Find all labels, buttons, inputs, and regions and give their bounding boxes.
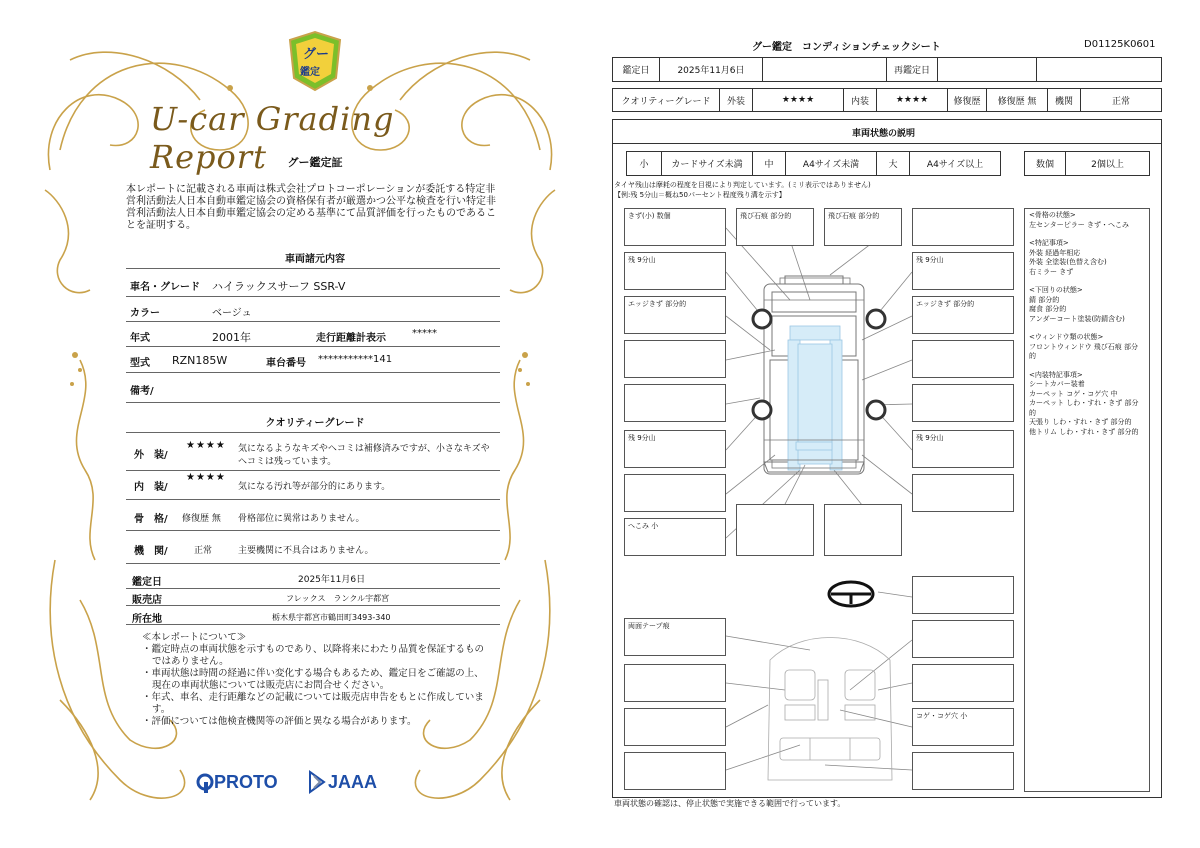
appraisal-date-label: 鑑定日 xyxy=(612,57,660,82)
model-value: RZN185W xyxy=(172,354,228,367)
legend-medium: 中 xyxy=(752,151,786,176)
defect-box xyxy=(912,208,1014,246)
defect-box: 飛び石痕 部分的 xyxy=(736,208,814,246)
reappraisal-date-label: 再鑑定日 xyxy=(886,57,938,82)
note-group xyxy=(1029,286,1145,324)
car-name-value: ハイラックスサーフ SSR-V xyxy=(212,280,346,293)
note-line: 右ミラー きず xyxy=(1029,267,1074,276)
frame-comment: 骨格部位に異常はありません。 xyxy=(238,514,365,524)
chassis-label: 車台番号 xyxy=(266,358,306,369)
section-title: 車両状態の説明 xyxy=(852,129,916,139)
note-group xyxy=(1029,333,1145,362)
spec-divider xyxy=(126,402,500,403)
report-notes xyxy=(142,632,492,728)
quality-divider xyxy=(126,499,500,500)
note-line: 外装 経過年相応 xyxy=(1029,248,1081,257)
defect-box xyxy=(624,708,726,746)
note-group-title: <ウィンドウ類の状態> xyxy=(1029,333,1104,341)
spec-divider xyxy=(126,372,500,373)
interior-stars: ★★★★ xyxy=(876,88,948,112)
defect-box xyxy=(624,340,726,378)
defect-box: きず(小) 数個 xyxy=(624,208,726,246)
engine-value: 正常 xyxy=(1080,88,1162,112)
interior-comment: 気になる汚れ等が部分的にあります。 xyxy=(238,482,391,492)
tire-note: タイヤ残山は摩耗の程度を目視により判定しています。(ミリ表示ではありません) xyxy=(614,181,871,189)
quality-divider xyxy=(126,432,500,433)
year-label: 年式 xyxy=(130,333,150,344)
badge-top-label: グー xyxy=(303,47,330,62)
note-item: ・年式、車名、走行距離などの記載については販売店申告をもとに作成しています。 xyxy=(142,692,484,715)
defect-box xyxy=(624,474,726,512)
shop-value: フレックス ランクル宇都宮 xyxy=(286,594,390,603)
note-line: フロントウィンドウ 飛び石痕 部分的 xyxy=(1029,342,1139,360)
spec-divider xyxy=(126,346,500,347)
note-line: アンダーコート塗装(防錆含む) xyxy=(1029,314,1125,323)
appraisal-divider xyxy=(126,588,500,589)
exterior-stars: ★★★★ xyxy=(186,440,226,451)
remarks-label: 備考/ xyxy=(130,386,154,397)
quality-divider xyxy=(126,470,500,471)
appraisal-date-value: 2025年11月6日 xyxy=(659,57,763,82)
defect-box: 残 9分山 xyxy=(912,252,1014,290)
defect-box xyxy=(624,384,726,422)
glass-areas xyxy=(788,326,842,470)
defect-box: コゲ・コゲ穴 小 xyxy=(912,708,1014,746)
color-value: ベージュ xyxy=(212,308,252,319)
defect-box xyxy=(624,752,726,790)
defect-box: 残 9分山 xyxy=(912,430,1014,468)
appraisal-date-value: 2025年11月6日 xyxy=(298,575,366,585)
engine-value: 正常 xyxy=(194,546,213,556)
note-item: ・鑑定時点の車両状態を示すものであり、以降将来にわたり品質を保証するものではありません。 xyxy=(142,644,485,667)
defect-box: エッジきず 部分的 xyxy=(624,296,726,334)
sheet-id: D01125K0601 xyxy=(1084,39,1156,50)
address-label: 所在地 xyxy=(132,614,162,625)
shop-label: 販売店 xyxy=(132,595,162,606)
note-group xyxy=(1029,371,1145,438)
mileage-value: ***** xyxy=(412,328,437,339)
jaaa-logo-icon xyxy=(308,770,326,794)
defect-box: 飛び石痕 部分的 xyxy=(824,208,902,246)
note-line: シートカバー装着 xyxy=(1029,380,1085,388)
frame-value: 修復歴 無 xyxy=(182,514,221,524)
proto-logo-icon xyxy=(196,772,214,794)
legend-small: 小 xyxy=(626,151,662,176)
note-group-title: <内装特記事項> xyxy=(1029,370,1083,379)
interior-diagram xyxy=(768,638,892,781)
exterior-label: 外装 xyxy=(719,88,753,112)
interior-label: 内装 xyxy=(843,88,877,112)
repair-history-label: 修復歴 xyxy=(947,88,987,112)
defect-box: 残 9分山 xyxy=(624,430,726,468)
legend-count: 数個 xyxy=(1024,151,1066,176)
spec-divider xyxy=(126,268,500,269)
appraisal-divider xyxy=(126,624,500,625)
quality-grade-title: クオリティーグレード xyxy=(265,418,365,429)
note-group-title: <下回りの状態> xyxy=(1029,286,1083,294)
color-label: カラー xyxy=(130,308,160,319)
legend-count-desc: 2個以上 xyxy=(1065,151,1150,176)
legend-large: 大 xyxy=(876,151,910,176)
condition-notes xyxy=(1024,208,1150,792)
defect-box: 両面テープ痕 xyxy=(624,618,726,656)
tire-note-example: 【例:残 5分山＝概ね50パーセント程度残り溝を示す】 xyxy=(614,191,786,199)
model-label: 型式 xyxy=(130,358,150,369)
sheet-title: グー鑑定 コンディションチェックシート xyxy=(752,42,941,53)
defect-box: 残 9分山 xyxy=(624,252,726,290)
appraisal-divider xyxy=(126,605,500,606)
note-line: 錆 部分的 xyxy=(1029,295,1060,304)
footer-note: 車両状態の確認は、停止状態で実施できる範囲で行っています。 xyxy=(614,799,846,808)
badge-bottom-label: 鑑定 xyxy=(300,67,320,78)
exterior-comment-2: ヘコミは残っています。 xyxy=(238,457,337,467)
interior-label: 内 装/ xyxy=(134,482,168,493)
spec-divider xyxy=(126,321,500,322)
condition-check-sheet xyxy=(600,0,1200,848)
engine-label: 機関 xyxy=(1047,88,1081,112)
notes-title: ≪本レポートについて≫ xyxy=(142,632,247,643)
note-group-title: <骨格の状態> xyxy=(1029,211,1076,219)
legend-medium-desc: A4サイズ未満 xyxy=(785,151,877,176)
steering-wheel-icon xyxy=(829,582,873,606)
car-name-label: 車名・グレード xyxy=(130,282,200,293)
defect-box xyxy=(912,576,1014,614)
proto-logo: PROTO xyxy=(214,772,278,792)
note-line: 他トリム しわ・すれ・きず 部分的 xyxy=(1029,427,1139,436)
engine-label: 機 関/ xyxy=(134,546,168,557)
engine-comment: 主要機関に不具合はありません。 xyxy=(238,546,374,556)
note-line: 天張り しわ・すれ・きず 部分的 xyxy=(1029,418,1132,426)
note-line: カーペット コゲ・コゲ穴 中 xyxy=(1029,389,1118,398)
defect-box xyxy=(912,474,1014,512)
defect-box xyxy=(912,384,1014,422)
quality-grade-label: クオリティーグレード xyxy=(612,88,720,112)
note-group xyxy=(1029,211,1145,230)
note-item: ・評価については他検査機関等の評価と異なる場合があります。 xyxy=(142,716,417,727)
certificate-body: 本レポートに記載される車両は株式会社プロトコーポレーションが委託する特定非営利活動法人日本自動車鑑定協会の資格保有者が厳選かつ公平な検査を行い特定非営利活動法人日本自動車鑑定協会の定める基準にて品質評価を行ったものであることを証明する。 xyxy=(126,184,496,231)
address-value: 栃木県宇都宮市鶴田町3493-340 xyxy=(272,613,391,622)
defect-box: エッジきず 部分的 xyxy=(912,296,1014,334)
note-group-title: <特記事項> xyxy=(1029,239,1069,247)
mileage-label: 走行距離計表示 xyxy=(316,333,386,344)
note-line: 左センターピラー きず・へこみ xyxy=(1029,220,1129,229)
legend-large-desc: A4サイズ以上 xyxy=(909,151,1001,176)
defect-box xyxy=(912,340,1014,378)
defect-box: へこみ 小 xyxy=(624,518,726,556)
quality-divider xyxy=(126,563,500,564)
chassis-value: ***********141 xyxy=(318,354,393,365)
defect-box xyxy=(624,664,726,702)
spec-divider xyxy=(126,296,500,297)
note-group xyxy=(1029,239,1145,277)
interior-stars: ★★★★ xyxy=(186,472,226,483)
repair-history-value: 修復歴 無 xyxy=(986,88,1048,112)
year-value: 2001年 xyxy=(212,331,251,344)
appraisal-date-label: 鑑定日 xyxy=(132,577,162,588)
defect-box xyxy=(824,504,902,556)
vehicle-spec-title: 車両諸元内容 xyxy=(285,254,345,265)
note-line: 外装 全塗装(色替え含む) xyxy=(1029,258,1107,266)
defect-box xyxy=(912,620,1014,658)
report-script-title: U-car Grading Report xyxy=(150,100,395,176)
note-line: 腐食 部分的 xyxy=(1029,305,1067,313)
defect-box xyxy=(736,504,814,556)
quality-divider xyxy=(126,530,500,531)
defect-box xyxy=(912,664,1014,702)
defect-box xyxy=(912,752,1014,790)
legend-small-desc: カードサイズ未満 xyxy=(661,151,753,176)
note-item: ・車両状態は時間の経過に伴い変化する場合もあるため、鑑定日をご確認の上、現在の車両状態については販売店にお問合せください。 xyxy=(142,668,484,691)
note-line: カーペット しわ・すれ・きず 部分的 xyxy=(1029,399,1139,417)
jaaa-logo: JAAA xyxy=(328,772,378,792)
frame-label: 骨 格/ xyxy=(134,514,168,525)
exterior-comment-1: 気になるようなキズやヘコミは補修済みですが、小さなキズや xyxy=(238,444,490,454)
exterior-stars: ★★★★ xyxy=(752,88,844,112)
certificate-title: グー鑑定証 xyxy=(287,156,343,169)
exterior-label: 外 装/ xyxy=(134,450,168,461)
